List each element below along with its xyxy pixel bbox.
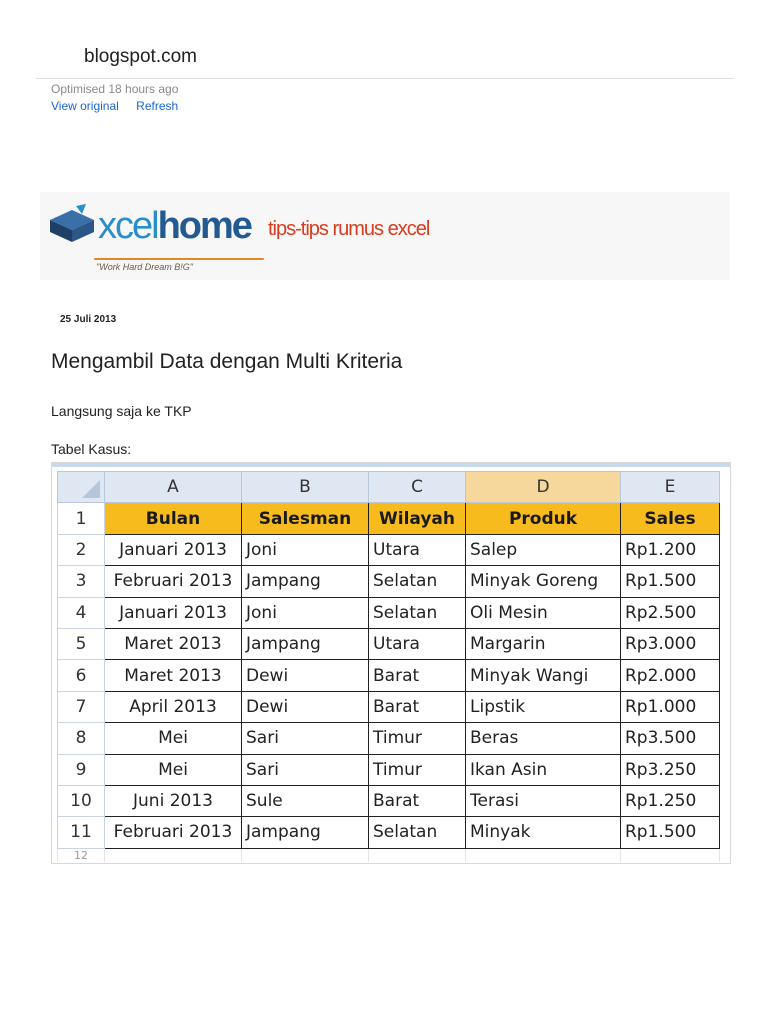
row-number: 12: [58, 848, 105, 862]
table-cell: Rp2.500: [621, 597, 720, 628]
table-cell: Barat: [369, 660, 466, 691]
table-cell: Mei: [105, 754, 242, 785]
logo-swoosh: [94, 258, 264, 260]
table-row: [58, 597, 720, 628]
header-links: [51, 99, 178, 113]
logo-wordmark-xcel: xcel: [98, 205, 158, 247]
refresh-link[interactable]: Refresh: [136, 99, 179, 113]
table-cell: Joni: [242, 597, 369, 628]
table-row: [58, 723, 720, 754]
row-number: 1: [58, 503, 105, 534]
logo-motto: "Work Hard Dream B!G": [96, 262, 193, 272]
table-row: [58, 534, 720, 565]
row-number: 11: [58, 817, 105, 848]
table-cell: Jampang: [242, 628, 369, 659]
post-title: Mengambil Data dengan Multi Kriteria: [51, 350, 403, 373]
table-cell: Minyak Goreng: [466, 566, 621, 597]
table-cell: [466, 848, 621, 862]
table-cell: Utara: [369, 628, 466, 659]
table-cell: Rp1.500: [621, 817, 720, 848]
logo-wordmark: [98, 204, 251, 248]
table-cell: Januari 2013: [105, 597, 242, 628]
row-number: 9: [58, 754, 105, 785]
table-caption: Tabel Kasus:: [51, 441, 132, 457]
table-cell: Sari: [242, 723, 369, 754]
table-cell: Oli Mesin: [466, 597, 621, 628]
table-cell: Margarin: [466, 628, 621, 659]
table-cell: Rp1.500: [621, 566, 720, 597]
table-cell: Terasi: [466, 785, 621, 816]
column-header: C: [369, 472, 466, 503]
header-cell: Salesman: [242, 503, 369, 534]
row-number: 8: [58, 723, 105, 754]
table-row: [58, 566, 720, 597]
header-cell: Sales: [621, 503, 720, 534]
table-cell: [621, 848, 720, 862]
table-cell: Rp1.000: [621, 691, 720, 722]
table-cell: April 2013: [105, 691, 242, 722]
table-cell: Minyak Wangi: [466, 660, 621, 691]
table-cell: Rp1.250: [621, 785, 720, 816]
post-intro: Langsung saja ke TKP: [51, 403, 192, 419]
table-cell: [105, 848, 242, 862]
table-cell: Timur: [369, 754, 466, 785]
row-number: 6: [58, 660, 105, 691]
table-row: [58, 691, 720, 722]
row-number: 4: [58, 597, 105, 628]
table-row: [58, 817, 720, 848]
row-number: 2: [58, 534, 105, 565]
table-cell: Lipstik: [466, 691, 621, 722]
table-cell: Joni: [242, 534, 369, 565]
column-header: B: [242, 472, 369, 503]
post-date: 25 Juli 2013: [60, 314, 117, 325]
table-cell: Selatan: [369, 817, 466, 848]
table-cell: Rp3.250: [621, 754, 720, 785]
column-header-active: D: [466, 472, 621, 503]
table-cell: Minyak: [466, 817, 621, 848]
logo-wordmark-home: home: [157, 205, 251, 247]
header-cell: Wilayah: [369, 503, 466, 534]
table-cell: Dewi: [242, 691, 369, 722]
table-cell: Januari 2013: [105, 534, 242, 565]
table-cell: Mei: [105, 723, 242, 754]
table-cell: Dewi: [242, 660, 369, 691]
table-cell: Barat: [369, 691, 466, 722]
table-cell: Salep: [466, 534, 621, 565]
table-cell: Jampang: [242, 817, 369, 848]
table-cell: Beras: [466, 723, 621, 754]
table-cell: Rp3.500: [621, 723, 720, 754]
header-cell: Produk: [466, 503, 621, 534]
table-cell: Selatan: [369, 566, 466, 597]
column-header: E: [621, 472, 720, 503]
table-row: [58, 660, 720, 691]
row-number: 7: [58, 691, 105, 722]
column-header: A: [105, 472, 242, 503]
logo-tagline: tips-tips rumus excel: [268, 218, 430, 240]
table-row: [58, 628, 720, 659]
table-row-partial: [58, 848, 720, 862]
table-row: [58, 754, 720, 785]
table-row: [58, 785, 720, 816]
row-number: 5: [58, 628, 105, 659]
spreadsheet-image: [51, 462, 731, 864]
select-all-corner: [58, 472, 105, 503]
table-cell: Ikan Asin: [466, 754, 621, 785]
header-row: [58, 503, 720, 534]
table-cell: Februari 2013: [105, 817, 242, 848]
view-original-link[interactable]: View original: [51, 99, 119, 113]
cube-logo-icon: [46, 204, 100, 244]
table-cell: Sari: [242, 754, 369, 785]
table-cell: Maret 2013: [105, 628, 242, 659]
table-cell: Sule: [242, 785, 369, 816]
spreadsheet-top-bar: [52, 463, 730, 467]
header-divider: [36, 78, 734, 79]
table-cell: Rp2.000: [621, 660, 720, 691]
table-cell: Utara: [369, 534, 466, 565]
optimised-note: Optimised 18 hours ago: [51, 82, 179, 96]
table-cell: Juni 2013: [105, 785, 242, 816]
table-cell: Barat: [369, 785, 466, 816]
table-cell: Rp3.000: [621, 628, 720, 659]
table-cell: [369, 848, 466, 862]
row-number: 3: [58, 566, 105, 597]
spreadsheet-table: [57, 471, 720, 862]
table-cell: Timur: [369, 723, 466, 754]
column-header-row: [58, 472, 720, 503]
blog-logo-banner[interactable]: [40, 192, 730, 280]
table-cell: Rp1.200: [621, 534, 720, 565]
table-cell: Februari 2013: [105, 566, 242, 597]
table-cell: Maret 2013: [105, 660, 242, 691]
header-cell: Bulan: [105, 503, 242, 534]
row-number: 10: [58, 785, 105, 816]
site-domain: blogspot.com: [84, 46, 198, 67]
table-cell: [242, 848, 369, 862]
table-cell: Jampang: [242, 566, 369, 597]
table-cell: Selatan: [369, 597, 466, 628]
